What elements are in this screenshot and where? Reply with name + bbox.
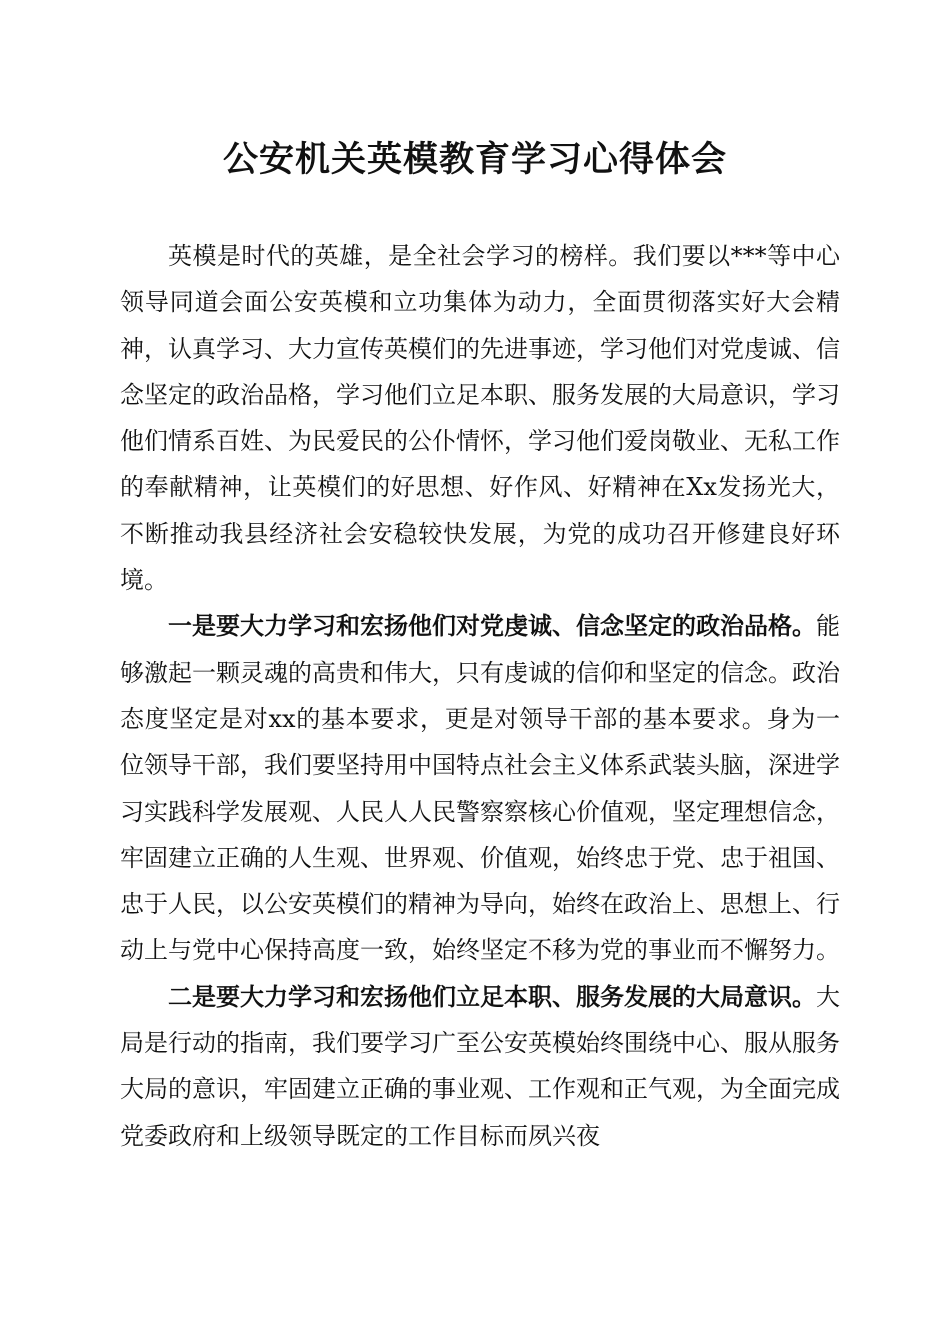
paragraph-point-one: [120, 603, 840, 973]
paragraph-text: 大局是行动的指南，我们要学习广至公安英模始终围绕中心、服从服务大局的意识，牢固建立正确的事业观、工作观和正气观，为全面完成党委政府和上级领导既定的工作目标而夙兴夜: [120, 982, 840, 1150]
paragraph-lead: 二是要大力学习和宏扬他们立足本职、服务发展的大局意识。: [168, 981, 816, 1011]
paragraph-text: 英模是时代的英雄，是全社会学习的榜样。我们要以***等中心领导同道会面公安英模和立功集体为动力，全面贯彻落实好大会精神，认真学习、大力宣传英模们的先进事迹，学习他们对党虔诚、信念坚定的政治品格，学习他们立足本职、服务发展的大局意识，学习他们情系百姓、为民爱民的公仆情怀，学习他们爱岗敬业、无私工作的奉献精神，让英模们的好思想、好作风、好精神在Xx发扬光大，不断推动我县经济社会安稳较快发展，为党的成功召开修建良好环境。: [120, 242, 840, 595]
document-body: [120, 233, 840, 1159]
paragraph-text: 能够激起一颗灵魂的高贵和伟大，只有虔诚的信仰和坚定的信念。政治态度坚定是对xx的基本要求，更是对领导干部的基本要求。身为一位领导干部，我们要坚持用中国特点社会主义体系武装头脑，深进学习实践科学发展观、人民人人民警察察核心价值观，坚定理想信念，牢固建立正确的人生观、世界观、价值观，始终忠于党、忠于祖国、忠于人民，以公安英模们的精神为导向，始终在政治上、思想上、行动上与党中心保持高度一致，始终坚定不移为党的事业而不懈努力。: [120, 612, 840, 965]
document-title: 公安机关英模教育学习心得体会: [222, 139, 727, 180]
paragraph-lead: 一是要大力学习和宏扬他们对党虔诚、信念坚定的政治品格。: [168, 611, 816, 641]
paragraph-intro: [120, 233, 840, 603]
paragraph-point-two: [120, 974, 840, 1159]
